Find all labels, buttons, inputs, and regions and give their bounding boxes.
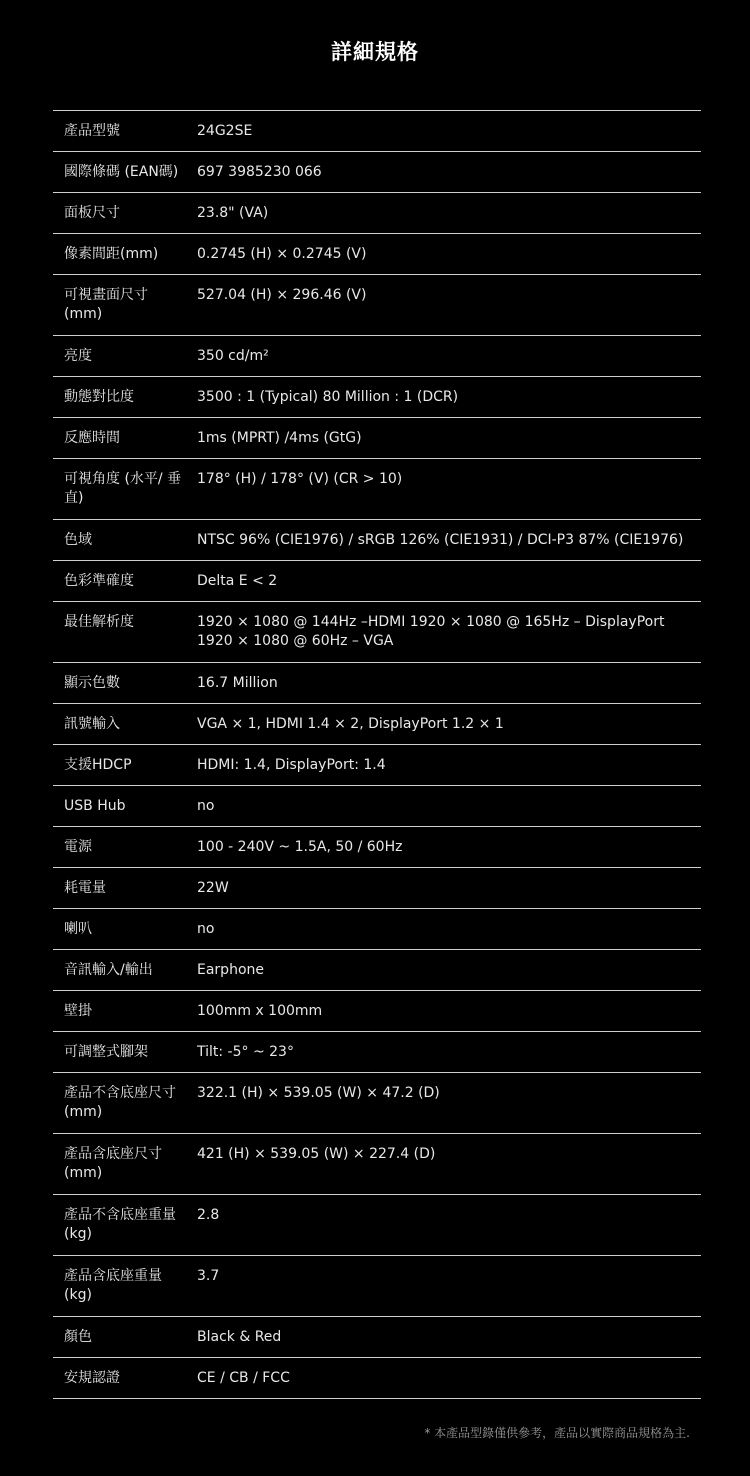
spec-label: 國際條碼 (EAN碼) xyxy=(64,164,179,180)
spec-value: 527.04 (H) × 296.46 (V) xyxy=(197,287,367,303)
spec-value: no xyxy=(197,921,215,937)
spec-value: 1920 × 1080 @ 144Hz –HDMI 1920 × 1080 @ 165Hz – DisplayPort 1920 × 1080 @ 60Hz – VGA xyxy=(197,614,665,649)
spec-row-model xyxy=(53,111,701,152)
spec-row-pixel-pitch xyxy=(53,234,701,275)
spec-row-contrast xyxy=(53,377,701,418)
spec-value: Earphone xyxy=(197,962,264,978)
disclaimer-footnote: * 本產品型錄僅供參考，產品以實際商品規格為主. xyxy=(424,1426,690,1440)
spec-value: 421 (H) × 539.05 (W) × 227.4 (D) xyxy=(197,1146,436,1162)
spec-label: 安規認證 xyxy=(64,1370,120,1386)
spec-value: 697 3985230 066 xyxy=(197,164,322,180)
spec-row-speakers xyxy=(53,909,701,950)
spec-row-response-time xyxy=(53,418,701,459)
spec-label: 電源 xyxy=(64,839,92,855)
spec-label: 產品不含底座尺寸 (mm) xyxy=(64,1085,176,1120)
spec-row-ean xyxy=(53,152,701,193)
spec-value: Tilt: -5° ~ 23° xyxy=(197,1044,294,1060)
spec-row-viewable-area xyxy=(53,275,701,336)
spec-row-color xyxy=(53,1317,701,1358)
spec-value: VGA × 1, HDMI 1.4 × 2, DisplayPort 1.2 × 1 xyxy=(197,716,504,732)
spec-table xyxy=(53,110,701,1399)
spec-value: 350 cd/m² xyxy=(197,348,269,364)
spec-value: 24G2SE xyxy=(197,123,253,139)
spec-label: 色域 xyxy=(64,532,92,548)
spec-value: 100 - 240V ~ 1.5A, 50 / 60Hz xyxy=(197,839,403,855)
spec-row-weight-with-stand xyxy=(53,1256,701,1317)
spec-row-color-gamut xyxy=(53,520,701,561)
spec-value: 1ms (MPRT) /4ms (GtG) xyxy=(197,430,362,446)
spec-value: Delta E < 2 xyxy=(197,573,278,589)
spec-label: 產品不含底座重量 (kg) xyxy=(64,1207,176,1242)
spec-label: 產品型號 xyxy=(64,123,120,139)
spec-value: 3500 : 1 (Typical) 80 Million : 1 (DCR) xyxy=(197,389,459,405)
spec-label: 訊號輸入 xyxy=(64,716,120,732)
spec-label: 顯示色數 xyxy=(64,675,120,691)
spec-label: 最佳解析度 xyxy=(64,614,134,630)
spec-label: 壁掛 xyxy=(64,1003,92,1019)
spec-label: 反應時間 xyxy=(64,430,120,446)
spec-label: 動態對比度 xyxy=(64,389,134,405)
spec-label: 產品含底座尺寸 (mm) xyxy=(64,1146,162,1181)
spec-label: 可調整式腳架 xyxy=(64,1044,148,1060)
spec-value: 23.8" (VA) xyxy=(197,205,269,221)
spec-value: NTSC 96% (CIE1976) / sRGB 126% (CIE1931) / DCI-P3 87% (CIE1976) xyxy=(197,532,684,548)
spec-label: 可視角度 (水平/ 垂直) xyxy=(64,471,182,506)
spec-row-color-accuracy xyxy=(53,561,701,602)
spec-label: 喇叭 xyxy=(64,921,92,937)
spec-label: USB Hub xyxy=(64,798,126,814)
spec-value: 322.1 (H) × 539.05 (W) × 47.2 (D) xyxy=(197,1085,440,1101)
spec-row-certification xyxy=(53,1358,701,1399)
spec-row-wall-mount xyxy=(53,991,701,1032)
spec-row-display-colors xyxy=(53,663,701,704)
spec-row-stand xyxy=(53,1032,701,1073)
page-title: 詳細規格 xyxy=(331,40,419,64)
spec-row-resolution xyxy=(53,602,701,663)
spec-row-size-without-stand xyxy=(53,1073,701,1134)
spec-value: no xyxy=(197,798,215,814)
spec-row-hdcp xyxy=(53,745,701,786)
spec-row-power xyxy=(53,827,701,868)
spec-value: 3.7 xyxy=(197,1268,220,1284)
spec-value: 178° (H) / 178° (V) (CR > 10) xyxy=(197,471,403,487)
spec-row-brightness xyxy=(53,336,701,377)
spec-value: 16.7 Million xyxy=(197,675,278,691)
spec-value: Black & Red xyxy=(197,1329,282,1345)
spec-row-panel-size xyxy=(53,193,701,234)
spec-label: 色彩準確度 xyxy=(64,573,134,589)
spec-label: 像素間距(mm) xyxy=(64,246,159,262)
spec-row-weight-without-stand xyxy=(53,1195,701,1256)
spec-value: 0.2745 (H) × 0.2745 (V) xyxy=(197,246,367,262)
spec-label: 產品含底座重量 (kg) xyxy=(64,1268,162,1303)
spec-row-size-with-stand xyxy=(53,1134,701,1195)
spec-row-usb-hub xyxy=(53,786,701,827)
spec-label: 耗電量 xyxy=(64,880,106,896)
spec-row-audio-io xyxy=(53,950,701,991)
spec-row-power-consumption xyxy=(53,868,701,909)
spec-row-signal-input xyxy=(53,704,701,745)
spec-label: 亮度 xyxy=(64,348,92,364)
spec-value: 100mm x 100mm xyxy=(197,1003,323,1019)
spec-label: 可視畫面尺寸 (mm) xyxy=(64,287,148,322)
spec-value: HDMI: 1.4, DisplayPort: 1.4 xyxy=(197,757,386,773)
spec-value: 22W xyxy=(197,880,229,896)
spec-label: 音訊輸入/輸出 xyxy=(64,962,153,978)
spec-row-viewing-angle xyxy=(53,459,701,520)
spec-label: 顏色 xyxy=(64,1329,92,1345)
spec-label: 支援HDCP xyxy=(64,757,132,773)
spec-value: 2.8 xyxy=(197,1207,220,1223)
spec-value: CE / CB / FCC xyxy=(197,1370,290,1386)
spec-label: 面板尺寸 xyxy=(64,205,120,221)
